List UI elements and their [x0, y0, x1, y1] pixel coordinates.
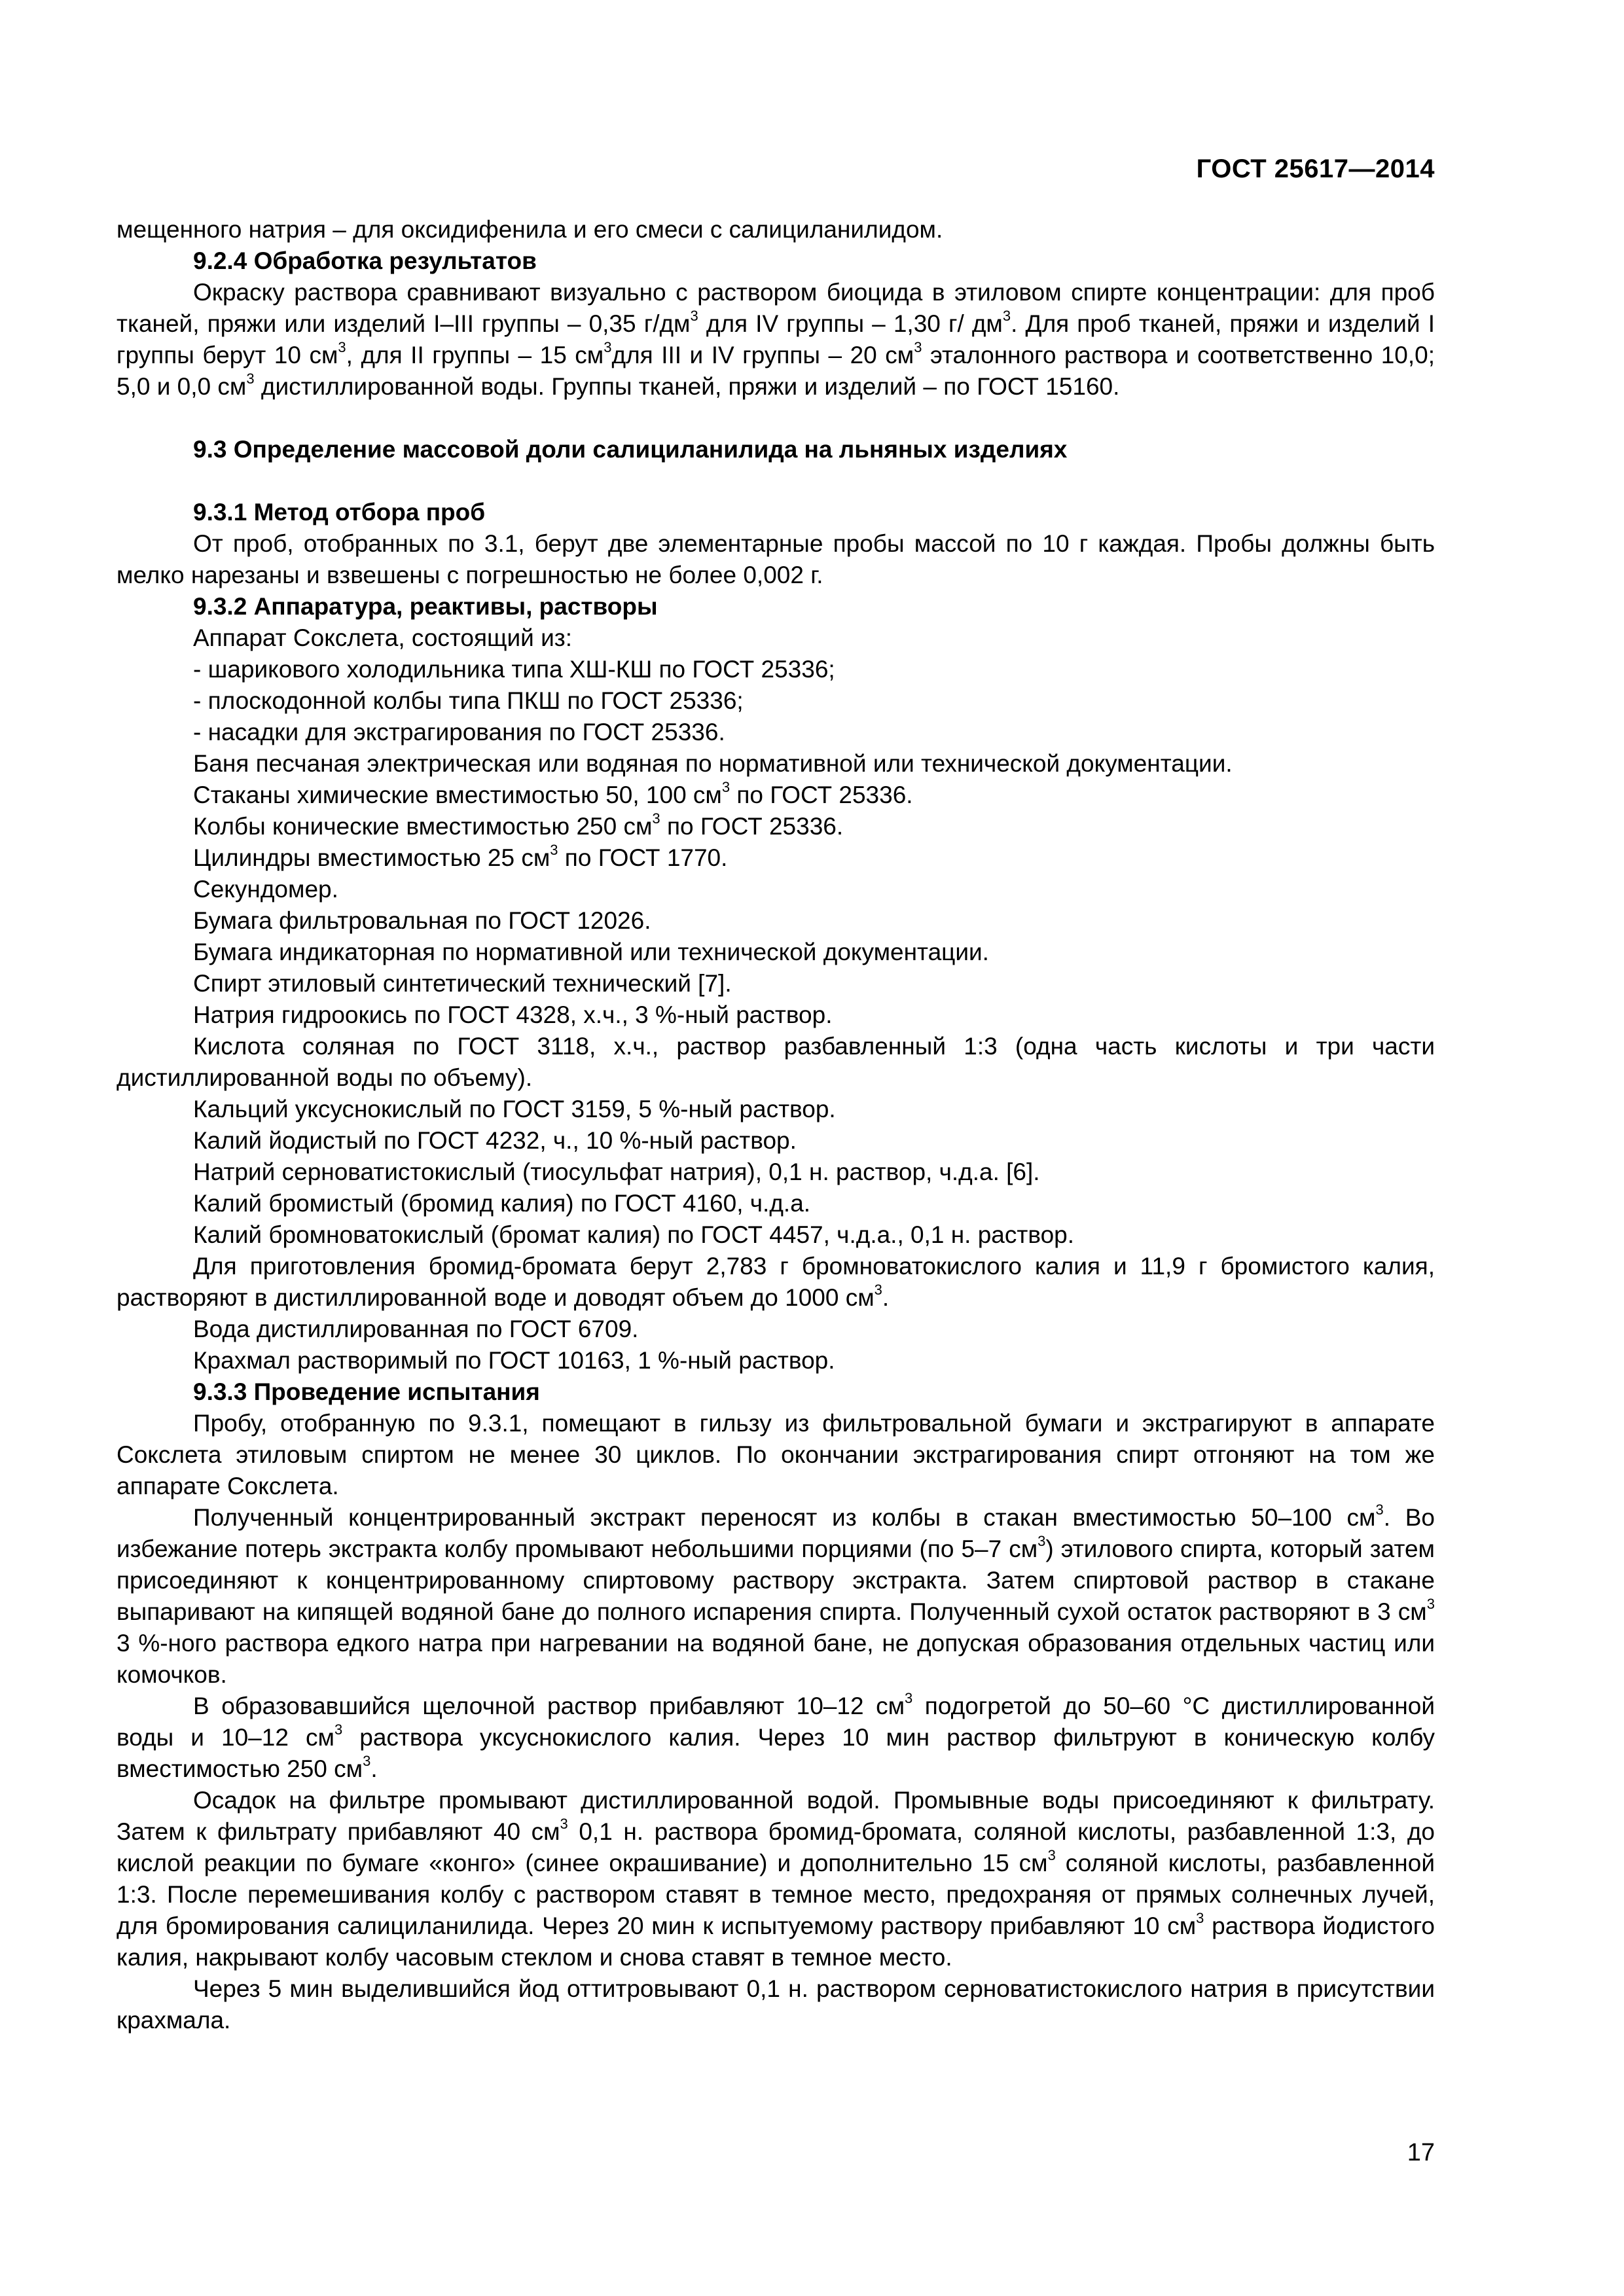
list-item: Колбы конические вместимостью 250 $см^3$ по ГОСТ 25336.	[193, 810, 844, 840]
list-item: Натрий серноватистокислый (тиосульфат натрия), 0,1 н. раствор, ч.д.а. [6].	[193, 1158, 1040, 1185]
section-heading-9-2-4: 9.2.4 Обработка результатов	[193, 247, 537, 274]
list-item: Аппарат Сокслета, состоящий из:	[193, 624, 573, 651]
list-item: Цилиндры вместимостью 25 $см^3$ по ГОСТ 1770.	[193, 841, 728, 871]
page-number: 17	[1407, 2139, 1435, 2166]
list-item: - плоскодонной колбы типа ПКШ по ГОСТ 25336;	[193, 687, 744, 714]
list-item: Стаканы химические вместимостью 50, 100 $см^3$ по ГОСТ 25336.	[193, 778, 913, 808]
list-item: Для приготовления бромид-бромата берут 2,783 г бромноватокислого калия и 11,9 г бромистого калия, растворяют в дистиллированной воде и доводят объем до 1000 $см^3$.	[117, 1253, 1435, 1311]
list-item: Кислота соляная по ГОСТ 3118, х.ч., раствор разбавленный 1:3 (одна часть кислоты и три части дистиллированной воды по объему).	[117, 1033, 1435, 1091]
paragraph: В образовавшийся щелочной раствор прибавляют 10–12 $см^3$ подогретой до 50–60 °С дистиллированной воды и 10–12 $см^3$ раствора уксуснокислого калия. Через 10 мин раствор фильтруют в коническую колбу вместимостью 250 $см^3$.	[117, 1689, 1435, 1782]
list-item: Бумага индикаторная по нормативной или технической документации.	[193, 939, 989, 965]
document-page	[117, 0, 1435, 2296]
standard-designation: ГОСТ 25617—2014	[1196, 154, 1435, 183]
section-heading-9-3-2: 9.3.2 Аппаратура, реактивы, растворы	[193, 593, 658, 620]
spacer	[117, 465, 1435, 497]
list-item: Вода дистиллированная по ГОСТ 6709.	[193, 1316, 639, 1342]
paragraph: Полученный концентрированный экстракт переносят из колбы в стакан вместимостью 50–100 $см^3$. Во избежание потерь экстракта колбу промывают небольшими порциями (по 5–7 $см^3$) этилового спирта, который затем присоединяют к концентрированному спиртовому раствору экстракта. Затем спиртовой раствор в стакане выпаривают на кипящей водяной бане до полного испарения спирта. Полученный сухой остаток растворяют в 3 $см^3$ 3 %-ного раствора едкого натра при нагревании на водяной бане, не допуская образования отдельных частиц или комочков.	[117, 1501, 1435, 1688]
section-heading-9-3: 9.3 Определение массовой доли салициланилида на льняных изделиях	[193, 436, 1068, 463]
paragraph: мещенного натрия – для оксидифенила и его смеси с салициланилидом.	[117, 216, 943, 243]
paragraph: Через 5 мин выделившийся йод оттитровывают 0,1 н. раствором серноватистокислого натрия в присутствии крахмала.	[117, 1975, 1435, 2034]
list-item: Калий бромистый (бромид калия) по ГОСТ 4160, ч.д.а.	[193, 1190, 811, 1217]
paragraph: Пробу, отобранную по 9.3.1, помещают в гильзу из фильтровальной бумаги и экстрагируют в аппарате Сокслета этиловым спиртом не менее 30 циклов. По окончании экстрагирования спирт отгоняют на том же аппарате Сокслета.	[117, 1410, 1435, 1499]
list-item: Кальций уксуснокислый по ГОСТ 3159, 5 %-ный раствор.	[193, 1096, 836, 1122]
list-item: Калий йодистый по ГОСТ 4232, ч., 10 %-ный раствор.	[193, 1127, 797, 1154]
list-item: Натрия гидроокись по ГОСТ 4328, х.ч., 3 %-ный раствор.	[193, 1001, 833, 1028]
document-body	[117, 214, 1435, 2036]
list-item: Крахмал растворимый по ГОСТ 10163, 1 %-ный раствор.	[193, 1347, 835, 1374]
list-item: Калий бромноватокислый (бромат калия) по ГОСТ 4457, ч.д.а., 0,1 н. раствор.	[193, 1221, 1075, 1248]
paragraph: Окраску раствора сравнивают визуально с раствором биоцида в этиловом спирте концентрации: для проб тканей, пряжи или изделий I–III группы – 0,35 $г/дм^3$ для IV группы – 1,30 г/ $дм^3$. Для проб тканей, пряжи и изделий I группы берут 10 $см^3$, для II группы – 15 $см^3для$ III и IV группы – 20 $см^3$ эталонного раствора и соответственно 10,0; 5,0 и 0,0 $см^3$ дистиллированной воды. Группы тканей, пряжи и изделий – по ГОСТ 15160.	[117, 279, 1435, 400]
list-item: Бумага фильтровальная по ГОСТ 12026.	[193, 907, 651, 934]
paragraph: Осадок на фильтре промывают дистиллированной водой. Промывные воды присоединяют к фильтрату. Затем к фильтрату прибавляют 40 $см^3$ 0,1 н. раствора бромид-бромата, соляной кислоты, разбавленной 1:3, до кислой реакции по бумаге «конго» (синее окрашивание) и дополнительно 15 $см^3$ соляной кислоты, разбавленной 1:3. После перемешивания колбу с раствором ставят в темное место, предохраняя от прямых солнечных лучей, для бромирования салициланилида. Через 20 мин к испытуемому раствору прибавляют 10 $см^3$ раствора йодистого калия, накрывают колбу часовым стеклом и снова ставят в темное место.	[117, 1787, 1435, 1971]
list-item: - шарикового холодильника типа ХШ-КШ по ГОСТ 25336;	[193, 656, 835, 683]
list-item: Спирт этиловый синтетический технический [7].	[193, 970, 732, 997]
section-heading-9-3-1: 9.3.1 Метод отбора проб	[193, 499, 486, 526]
list-item: - насадки для экстрагирования по ГОСТ 25336.	[193, 719, 725, 745]
paragraph: От проб, отобранных по 3.1, берут две элементарные пробы массой по 10 г каждая. Пробы должны быть мелко нарезаны и взвешены с погрешностью не более 0,002 г.	[117, 530, 1435, 588]
section-heading-9-3-3: 9.3.3 Проведение испытания	[193, 1378, 540, 1405]
spacer	[117, 403, 1435, 434]
list-item: Баня песчаная электрическая или водяная по нормативной или технической документации.	[193, 750, 1233, 777]
list-item: Секундомер.	[193, 876, 338, 903]
